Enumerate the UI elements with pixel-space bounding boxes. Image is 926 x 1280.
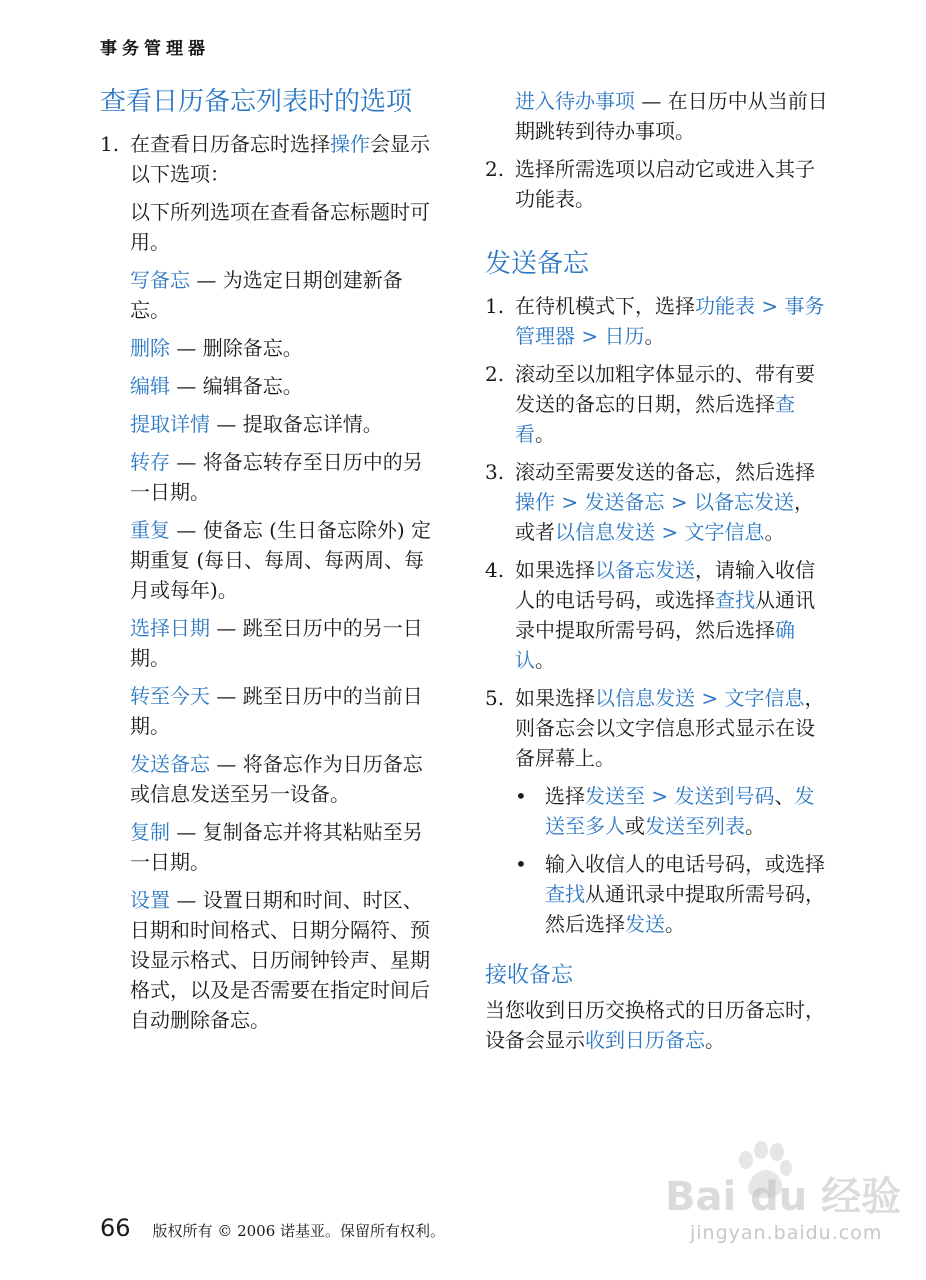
t: 如果选择 — [515, 558, 595, 582]
right-column — [485, 86, 830, 1055]
option-label[interactable]: 提取详情 — [130, 412, 210, 436]
t: 滚动至需要发送的备忘，然后选择 — [515, 460, 815, 484]
bullet-item-1 — [515, 781, 830, 841]
t: ，则备忘会以文字信息形式显示在设备屏幕上。 — [515, 686, 825, 770]
copyright-text: 版权所有 © 2006 诺基亚。保留所有权利。 — [152, 1222, 446, 1240]
link-send-note[interactable]: 发送备忘 — [584, 490, 665, 514]
link-menu[interactable]: 功能表 — [695, 294, 755, 318]
option-item — [130, 885, 440, 1035]
step-text — [515, 291, 830, 351]
t: 从通讯录中提取所需号码，然后选择 — [515, 588, 815, 642]
send-step-1 — [485, 291, 830, 351]
link-text-message[interactable]: 文字信息 — [724, 686, 805, 710]
option-label[interactable]: 转至今天 — [130, 684, 210, 708]
step-number: 1. — [100, 132, 120, 156]
option-item — [130, 333, 440, 363]
option-label[interactable]: 进入待办事项 — [515, 89, 635, 113]
option-item — [130, 515, 440, 605]
option-label[interactable]: 复制 — [130, 820, 170, 844]
t: 从通讯录中提取所需号码，然后选择 — [545, 882, 825, 936]
link-calendar[interactable]: 日历 — [604, 324, 645, 348]
bullet-text — [545, 849, 830, 939]
t: 如果选择 — [515, 686, 595, 710]
chapter-header: 事务管理器 — [100, 39, 210, 59]
t: 选择 — [545, 784, 585, 808]
option-item — [130, 749, 440, 809]
sep: > — [695, 686, 725, 710]
link-text-message[interactable]: 文字信息 — [684, 520, 765, 544]
step-text: 选择所需选项以启动它或进入其子功能表。 — [515, 157, 815, 211]
option-label[interactable]: 发送备忘 — [130, 752, 210, 776]
option-desc: — 使备忘 (生日备忘除外) 定期重复 (每日、每周、每两周、每月或每年)。 — [130, 518, 432, 602]
option-label[interactable]: 转存 — [130, 450, 170, 474]
t: 滚动至以加粗字体显示的、带有要发送的备忘的日期，然后选择 — [515, 362, 815, 416]
t: 。 — [535, 422, 555, 446]
link-send-as-message[interactable]: 以信息发送 — [555, 520, 655, 544]
send-step-4 — [485, 555, 830, 675]
step-2 — [485, 154, 830, 214]
option-desc: — 在日历中从当前日期跳转到待办事项。 — [515, 89, 828, 143]
t: 。 — [665, 912, 685, 936]
link-send[interactable]: 发送 — [625, 912, 665, 936]
option-desc: — 将备忘作为日历备忘或信息发送至另一设备。 — [130, 752, 423, 806]
link-send-as-message[interactable]: 以信息发送 — [595, 686, 695, 710]
step-1 — [100, 129, 440, 189]
options-intro: 以下所列选项在查看备忘标题时可用。 — [130, 200, 430, 254]
step-text — [515, 555, 830, 675]
send-step-2 — [485, 359, 830, 449]
step-number: 1. — [485, 294, 505, 318]
option-label[interactable]: 删除 — [130, 336, 170, 360]
t: 。 — [644, 324, 665, 348]
watermark-url: jingyan.baidu.com — [690, 1222, 883, 1244]
sep: > — [655, 520, 685, 544]
option-desc: — 删除备忘。 — [170, 336, 303, 360]
link-send-to-list[interactable]: 发送至列表 — [645, 814, 745, 838]
link-send-as-note[interactable]: 以备忘发送 — [693, 490, 794, 514]
link-received-note[interactable]: 收到日历备忘 — [585, 1028, 705, 1052]
step-number: 2. — [485, 157, 505, 181]
option-item — [130, 817, 440, 877]
link-search[interactable]: 查找 — [545, 882, 585, 906]
option-desc: — 跳至日历中的当前日期。 — [130, 684, 423, 738]
t: 当您收到日历交换格式的日历备忘时，设备会显示 — [485, 998, 825, 1052]
sep: > — [645, 784, 675, 808]
link-organizer[interactable]: 事务管理器 — [515, 294, 825, 348]
link-send-to[interactable]: 发送至 — [585, 784, 645, 808]
step-text — [515, 457, 830, 547]
option-label[interactable]: 写备忘 — [130, 268, 190, 292]
link-options[interactable]: 操作 — [330, 132, 370, 156]
send-step-5 — [485, 683, 830, 773]
link-send-as-note[interactable]: 以备忘发送 — [595, 558, 695, 582]
option-label[interactable]: 选择日期 — [130, 616, 210, 640]
sep: > — [555, 490, 585, 514]
t: 。 — [705, 1028, 725, 1052]
section-heading-receive: 接收备忘 — [485, 963, 574, 988]
option-item — [130, 371, 440, 401]
step-number: 3. — [485, 460, 505, 484]
option-desc: — 为选定日期创建新备忘。 — [130, 268, 403, 322]
option-item — [130, 409, 440, 439]
option-label[interactable]: 设置 — [130, 888, 170, 912]
step-text-pre: 在查看日历备忘时选择 — [130, 132, 330, 156]
option-desc: — 提取备忘详情。 — [210, 412, 383, 436]
t: 输入收信人的电话号码，或选择 — [545, 852, 825, 876]
link-options[interactable]: 操作 — [515, 490, 555, 514]
option-desc: — 编辑备忘。 — [170, 374, 303, 398]
option-desc: — 设置日期和时间、时区、日期和时间格式、日期分隔符、预设显示格式、日历闹钟铃声、星期格式，以及是否需要在指定时间后自动删除备忘。 — [130, 888, 430, 1032]
option-label[interactable]: 编辑 — [130, 374, 170, 398]
option-desc: — 复制备忘并将其粘贴至另一日期。 — [130, 820, 423, 874]
bullet-icon: • — [515, 852, 527, 876]
option-item — [130, 265, 440, 325]
step-number: 2. — [485, 362, 505, 386]
sep: > — [664, 490, 694, 514]
bullet-icon: • — [515, 784, 527, 808]
section-heading-view-options: 查看日历备忘列表时的选项 — [100, 87, 413, 117]
t: ，请输入收信人的电话号码，或选择 — [515, 558, 815, 612]
sep: > — [755, 294, 785, 318]
watermark-logo: Bai du 经验 — [665, 1174, 902, 1220]
step-number: 4. — [485, 558, 505, 582]
option-desc: — 将备忘转存至日历中的另一日期。 — [130, 450, 423, 504]
option-item — [130, 447, 440, 507]
link-send-to-number[interactable]: 发送到号码 — [674, 784, 775, 808]
step-number: 5. — [485, 686, 505, 710]
page-footer — [100, 1214, 445, 1242]
step-text-post: 会显示以下选项： — [130, 132, 430, 186]
left-column — [100, 86, 440, 1043]
option-item — [130, 613, 440, 673]
t: 、 — [774, 784, 795, 808]
step-text — [515, 683, 830, 773]
bullet-text — [545, 781, 830, 841]
option-label[interactable]: 重复 — [130, 518, 170, 542]
step-text — [130, 129, 440, 189]
t: ，或者 — [515, 490, 814, 544]
option-item — [130, 681, 440, 741]
option-item-todo — [515, 86, 830, 146]
send-step-3 — [485, 457, 830, 547]
page-number: 66 — [100, 1214, 131, 1242]
step-text — [515, 359, 830, 449]
section-heading-send: 发送备忘 — [485, 249, 590, 279]
link-confirm[interactable]: 确认 — [515, 618, 795, 672]
t: 。 — [745, 814, 765, 838]
t: 。 — [535, 648, 555, 672]
link-send-to-many[interactable]: 发送至多人 — [545, 784, 815, 838]
link-search[interactable]: 查找 — [715, 588, 755, 612]
receive-text — [485, 995, 830, 1055]
bullet-item-2 — [515, 849, 830, 939]
t: 。 — [764, 520, 785, 544]
t: 或 — [625, 814, 645, 838]
t: 在待机模式下，选择 — [515, 294, 695, 318]
link-view[interactable]: 查看 — [515, 392, 795, 446]
option-desc: — 跳至日历中的另一日期。 — [130, 616, 423, 670]
sep: > — [575, 324, 605, 348]
